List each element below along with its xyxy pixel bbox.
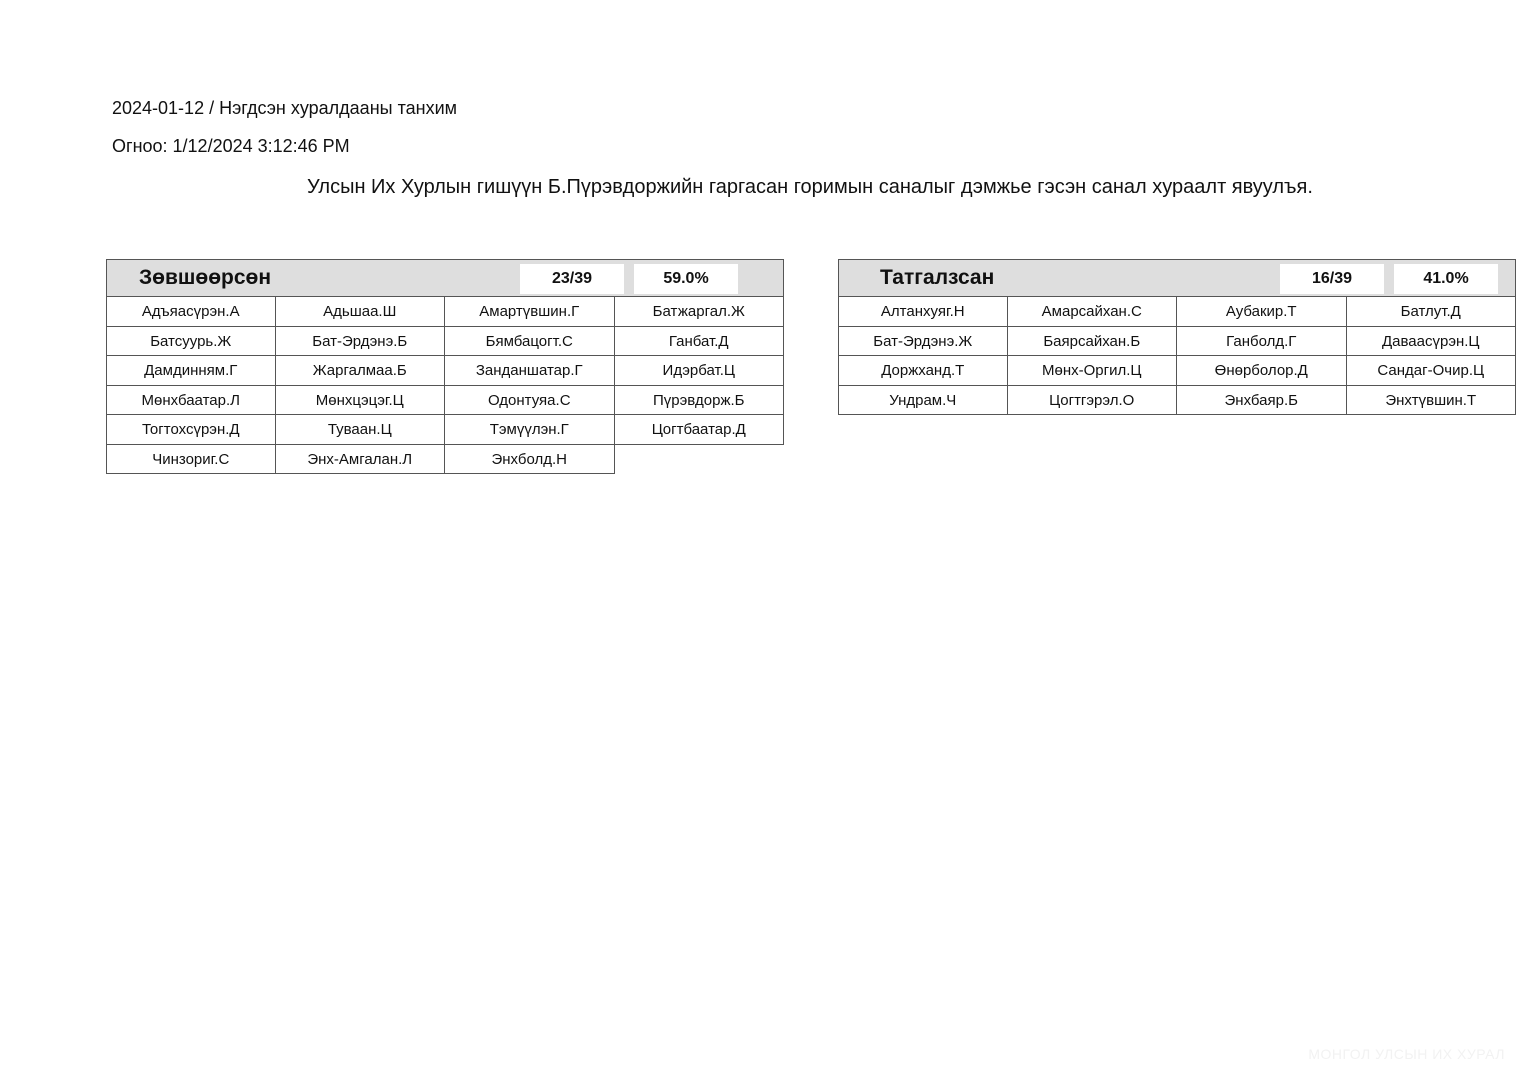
member-name-cell: Адьшаа.Ш xyxy=(276,297,446,327)
member-name-cell: Идэрбат.Ц xyxy=(615,356,785,386)
member-name-cell: Энх-Амгалан.Л xyxy=(276,445,446,475)
approved-title: Зөвшөөрсөн xyxy=(139,266,272,289)
member-name-cell: Батлут.Д xyxy=(1347,297,1517,327)
member-name-cell: Одонтуяа.С xyxy=(445,386,615,416)
member-name-cell: Ганболд.Г xyxy=(1177,327,1347,357)
member-name-cell: Энхбаяр.Б xyxy=(1177,386,1347,416)
member-name-cell: Цогтгэрэл.О xyxy=(1008,386,1178,416)
member-name-cell: Цогтбаатар.Д xyxy=(615,415,785,445)
member-name-cell: Сандаг-Очир.Ц xyxy=(1347,356,1517,386)
member-name-cell: Туваан.Ц xyxy=(276,415,446,445)
approved-panel xyxy=(106,259,784,474)
member-name-cell: Бат-Эрдэнэ.Б xyxy=(276,327,446,357)
approved-header xyxy=(106,259,784,297)
member-name-cell: Дамдинням.Г xyxy=(106,356,276,386)
approved-percent: 59.0% xyxy=(634,264,738,294)
member-name-cell: Мөнхбаатар.Л xyxy=(106,386,276,416)
member-name-cell: Амарсайхан.С xyxy=(1008,297,1178,327)
watermark: МОНГОЛ УЛСЫН ИХ ХУРАЛ xyxy=(1308,1046,1505,1062)
member-name-cell: Тэмүүлэн.Г xyxy=(445,415,615,445)
member-name-cell: Тогтохсүрэн.Д xyxy=(106,415,276,445)
member-name-cell: Бат-Эрдэнэ.Ж xyxy=(838,327,1008,357)
date-line: Огноо: 1/12/2024 3:12:46 PM xyxy=(112,136,350,156)
member-name-cell: Занданшатар.Г xyxy=(445,356,615,386)
session-line: 2024-01-12 / Нэгдсэн хуралдааны танхим xyxy=(112,98,457,118)
member-name-cell: Батсуурь.Ж xyxy=(106,327,276,357)
member-name-cell: Ганбат.Д xyxy=(615,327,785,357)
member-name-cell: Мөнхцэцэг.Ц xyxy=(276,386,446,416)
rejected-percent: 41.0% xyxy=(1394,264,1498,294)
member-name-cell: Энхболд.Н xyxy=(445,445,615,475)
member-name-cell: Өнөрболор.Д xyxy=(1177,356,1347,386)
approved-count: 23/39 xyxy=(520,264,624,294)
member-name-cell: Баярсайхан.Б xyxy=(1008,327,1178,357)
member-name-cell: Амартүвшин.Г xyxy=(445,297,615,327)
member-name-cell: Доржханд.Т xyxy=(838,356,1008,386)
rejected-names-grid xyxy=(838,297,1516,415)
member-name-cell: Алтанхуяг.Н xyxy=(838,297,1008,327)
member-name-cell: Пүрэвдорж.Б xyxy=(615,386,785,416)
approved-names-grid xyxy=(106,297,784,474)
member-name-cell: Адъяасүрэн.А xyxy=(106,297,276,327)
member-name-cell: Ундрам.Ч xyxy=(838,386,1008,416)
member-name-cell: Даваасүрэн.Ц xyxy=(1347,327,1517,357)
rejected-title: Татгалзсан xyxy=(880,266,995,289)
member-name-cell: Чинзориг.С xyxy=(106,445,276,475)
rejected-panel xyxy=(838,259,1516,415)
member-name-cell: Энхтүвшин.Т xyxy=(1347,386,1517,416)
member-name-cell: Батжаргал.Ж xyxy=(615,297,785,327)
vote-topic: Улсын Их Хурлын гишүүн Б.Пүрэвдоржийн гаргасан горимын саналыг дэмжье гэсэн санал хураалт явуулъя. xyxy=(307,176,1313,198)
member-name-cell: Аубакир.Т xyxy=(1177,297,1347,327)
rejected-count: 16/39 xyxy=(1280,264,1384,294)
member-name-cell: Жаргалмаа.Б xyxy=(276,356,446,386)
member-name-cell: Мөнх-Оргил.Ц xyxy=(1008,356,1178,386)
rejected-header xyxy=(838,259,1516,297)
member-name-cell: Бямбацогт.С xyxy=(445,327,615,357)
